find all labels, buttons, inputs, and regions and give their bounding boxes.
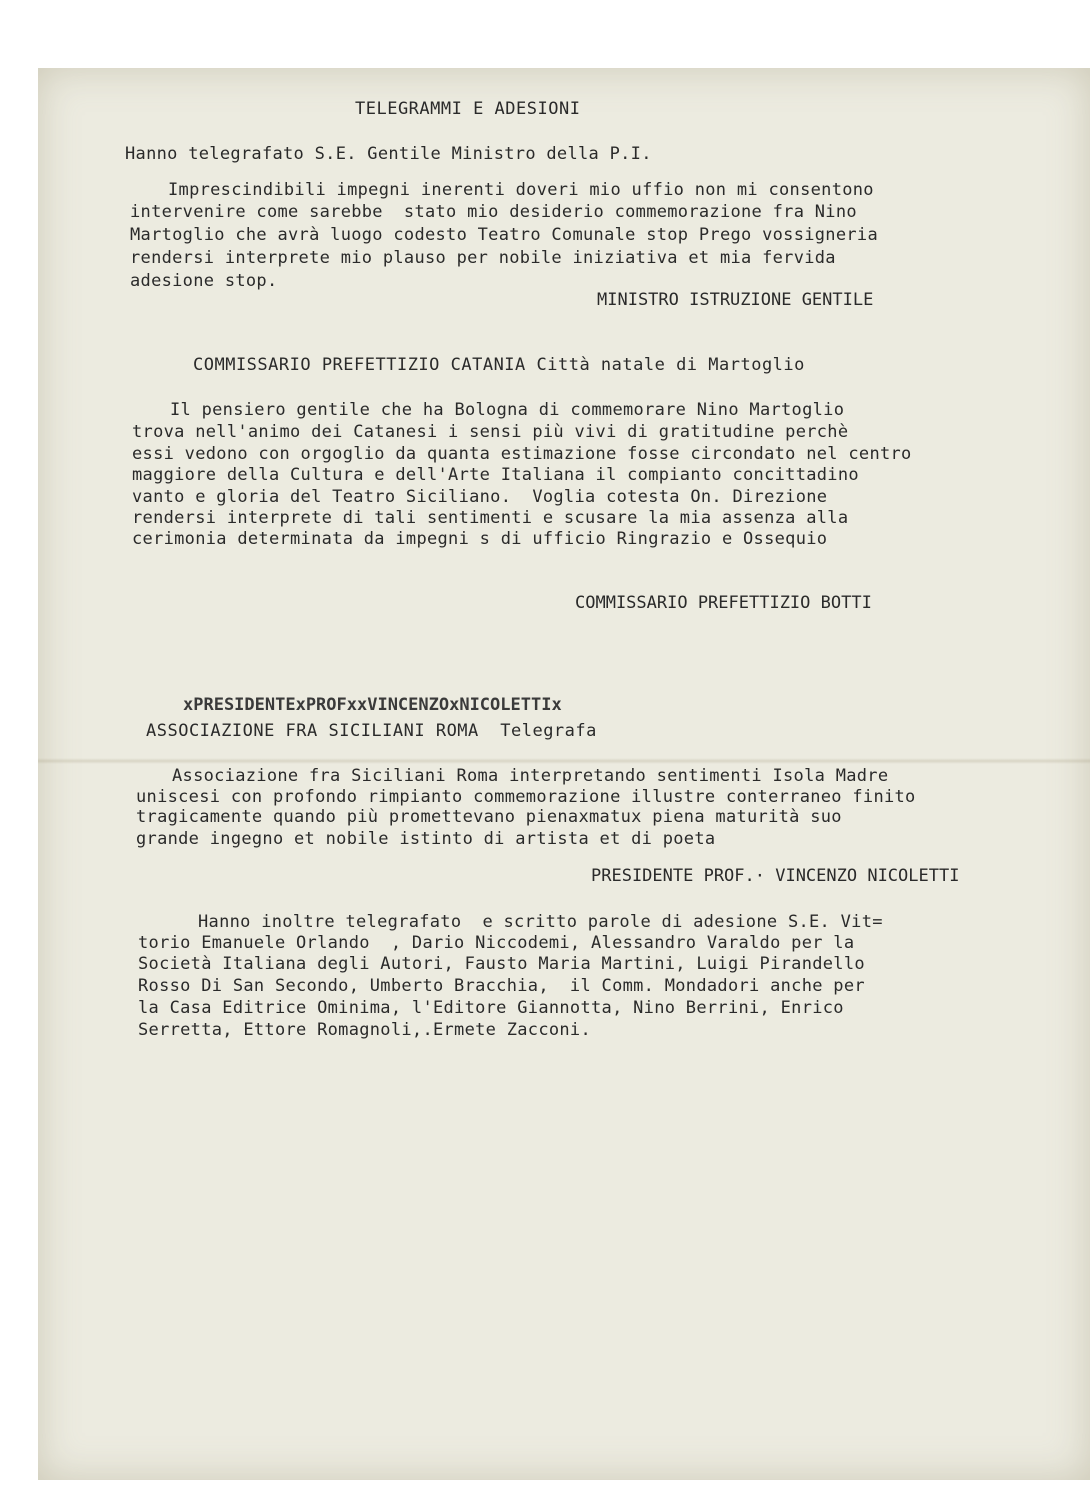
section3-line: uniscesi con profondo rimpianto commemorazione illustre conterraneo finito bbox=[136, 787, 916, 807]
section1-signature: MINISTRO ISTRUZIONE GENTILE bbox=[597, 290, 874, 310]
section3-line: tragicamente quando più promettevano pienaxmatux piena maturità suo bbox=[136, 807, 842, 827]
section3-line: Associazione fra Siciliani Roma interpretando sentimenti Isola Madre bbox=[172, 766, 889, 786]
section4-line: la Casa Editrice Ominima, l'Editore Giannotta, Nino Berrini, Enrico bbox=[138, 998, 844, 1018]
section4-line: Hanno inoltre telegrafato e scritto parole di adesione S.E. Vit= bbox=[198, 912, 883, 932]
section1-line: Martoglio che avrà luogo codesto Teatro Comunale stop Prego vossigneria bbox=[130, 225, 878, 245]
section1-line: adesione stop. bbox=[130, 271, 278, 291]
section2-line: vanto e gloria del Teatro Siciliano. Voglia cotesta On. Direzione bbox=[132, 487, 828, 507]
section1-line: rendersi interprete mio plauso per nobile iniziativa et mia fervida bbox=[130, 248, 836, 268]
section2-line: trova nell'animo dei Catanesi i sensi più vivi di gratitudine perchè bbox=[132, 422, 849, 442]
section2-line: maggiore della Cultura e dell'Arte Italiana il compianto concittadino bbox=[132, 465, 859, 485]
section2-heading: COMMISSARIO PREFETTIZIO CATANIA Città natale di Martoglio bbox=[193, 355, 805, 375]
section2-line: Il pensiero gentile che ha Bologna di commemorare Nino Martoglio bbox=[170, 400, 845, 420]
section4-line: Serretta, Ettore Romagnoli,.Ermete Zacconi. bbox=[138, 1020, 591, 1040]
section3-line: grande ingegno et nobile istinto di artista et di poeta bbox=[136, 829, 716, 849]
section2-line: essi vedono con orgoglio da quanta estimazione fosse circondato nel centro bbox=[132, 444, 912, 464]
section1-line: intervenire come sarebbe stato mio desiderio commemorazione fra Nino bbox=[130, 202, 857, 222]
intro-line: Hanno telegrafato S.E. Gentile Ministro della P.I. bbox=[125, 144, 652, 164]
struck-through-line: xPRESIDENTExPROFxxVINCENZOxNICOLETTIx bbox=[183, 695, 562, 715]
section2-line: rendersi interprete di tali sentimenti e scusare la mia assenza alla bbox=[132, 508, 849, 528]
document-title: TELEGRAMMI E ADESIONI bbox=[355, 99, 581, 119]
section4-line: Rosso Di San Secondo, Umberto Bracchia, il Comm. Mondadori anche per bbox=[138, 976, 865, 996]
section1-line: Imprescindibili impegni inerenti doveri mio uffio non mi consentono bbox=[168, 180, 874, 200]
section3-heading: ASSOCIAZIONE FRA SICILIANI ROMA Telegrafa bbox=[146, 721, 597, 741]
section3-signature: PRESIDENTE PROF.· VINCENZO NICOLETTI bbox=[591, 866, 960, 886]
section4-line: Società Italiana degli Autori, Fausto Maria Martini, Luigi Pirandello bbox=[138, 954, 865, 974]
section2-line: cerimonia determinata da impegni s di ufficio Ringrazio e Ossequio bbox=[132, 529, 828, 549]
section2-signature: COMMISSARIO PREFETTIZIO BOTTI bbox=[575, 593, 872, 613]
section4-line: torio Emanuele Orlando , Dario Niccodemi, Alessandro Varaldo per la bbox=[138, 933, 855, 953]
